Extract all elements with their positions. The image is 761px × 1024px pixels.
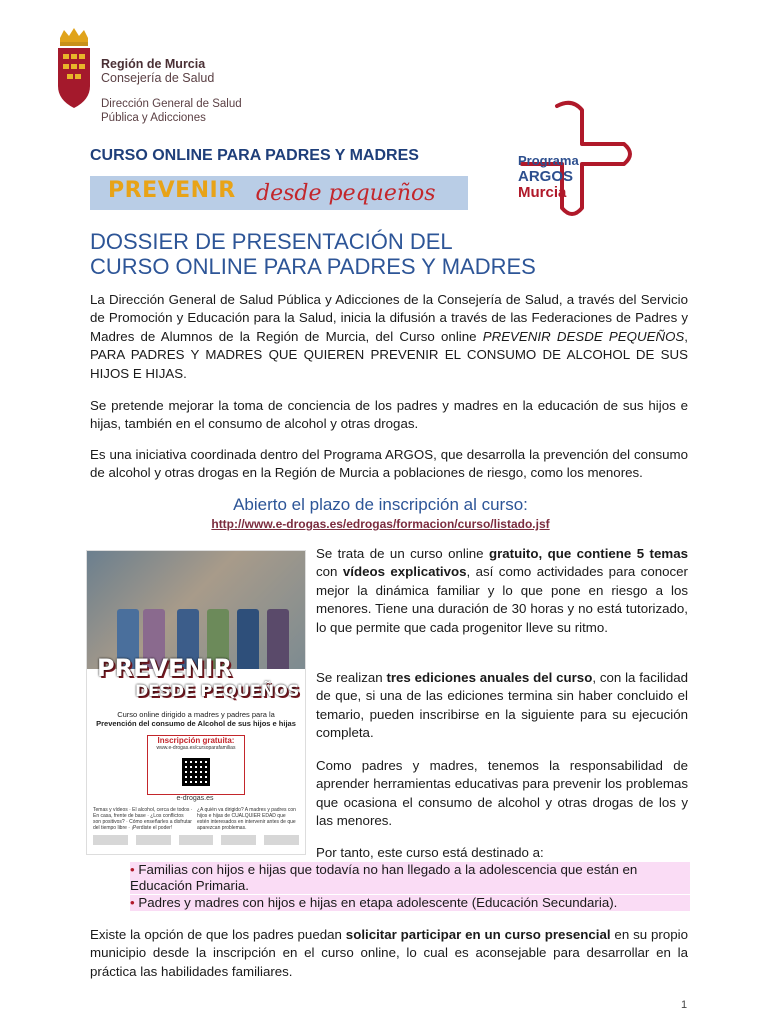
editions-text-1: Se realizan — [316, 670, 387, 685]
course-description-paragraph — [316, 545, 688, 637]
poster-registration-box — [147, 735, 245, 795]
argos-line3: Murcia — [518, 184, 567, 201]
poster-topics: Temas y vídeos · El alcohol, cerca de todos · En casa, frente de base · ¿Los conflictos son positivos? · Cómo enseñarles a disfrutar del tiempo libre · ¡Perdiste el poder! — [93, 807, 193, 831]
directorate-line1: Dirección General de Salud — [101, 98, 242, 110]
directorate-name — [101, 97, 242, 125]
desc-bold-1: gratuito, que contiene 5 temas — [488, 546, 688, 561]
poster-subtitle-line1: Curso online dirigido a madres y padres para la — [117, 710, 275, 719]
institution-line2: Consejería de Salud — [101, 71, 215, 85]
desc-text-3: , así como actividades para conocer mejor la dinámica familiar y lo que pone en riesgo a los menores. Tiene una duración de 30 horas y no está tutorizado, lo que permite que cada progenitor lleve su ritmo. — [316, 564, 688, 635]
document-title — [90, 229, 536, 279]
qr-code-icon — [182, 758, 210, 786]
audience-bullet-2-text: Padres y madres con hijos e hijas en etapa adolescente (Educación Secundaria). — [138, 895, 618, 910]
course-banner — [90, 176, 468, 210]
editions-text-2: , con la facilidad de que, si una de las ediciones termina sin haber concluido el temario, pueden inscribirse en la siguiente para su ejecución completa. — [316, 670, 689, 741]
option-text-2: en su propio municipio desde la inscripción en el curso online, lo cual es aconsejable para desarrollar en la práctica las habilidades familiares. — [90, 927, 688, 979]
in-person-option-paragraph — [90, 926, 688, 981]
bullet-icon: • — [130, 895, 139, 910]
intro-text-end: , PARA PADRES Y MADRES QUE QUIEREN PREVENIR EL CONSUMO DE ALCOHOL DE SUS HIJOS E HIJAS. — [90, 328, 688, 381]
course-poster-image — [86, 550, 306, 855]
editions-paragraph — [316, 669, 688, 743]
course-heading: CURSO ONLINE PARA PADRES Y MADRES — [90, 147, 419, 164]
institution-line1: Región de Murcia — [101, 57, 206, 71]
argos-paragraph: Es una iniciativa coordinada dentro del Programa ARGOS, que desarrolla la prevención del consumo de alcohol y otras drogas en la Región de Murcia a poblaciones de riesgo, como los menores. — [90, 447, 688, 481]
directorate-line2: Pública y Adicciones — [101, 112, 206, 124]
intro-course-name: PREVENIR DESDE PEQUEÑOS — [482, 328, 685, 344]
audience-bullet-primary — [130, 862, 690, 894]
desc-bold-2: vídeos explicativos — [342, 564, 467, 580]
poster-subtitle — [93, 710, 299, 728]
responsibility-paragraph: Como padres y madres, tenemos la responsabilidad de aprender herramientas educativas para prevenir los problemas que ocasiona el consumo de alcohol y otras drogas de los y las menores. — [316, 758, 688, 829]
poster-subtitle-line2: Prevención del consumo de Alcohol de sus hijos e hijas — [96, 719, 296, 728]
banner-prevenir: PREVENIR — [108, 178, 236, 203]
registration-open-heading: Abierto el plazo de inscripción al curso: — [233, 495, 528, 514]
argos-line1: Programa — [518, 153, 579, 168]
bullet-icon: • — [130, 862, 139, 877]
page-number: 1 — [681, 999, 688, 1011]
intro-paragraph — [90, 291, 688, 383]
title-line2: CURSO ONLINE PARA PADRES Y MADRES — [90, 254, 536, 279]
argos-logo-text — [518, 153, 579, 201]
title-line1: DOSSIER DE PRESENTACIÓN DEL — [90, 229, 453, 254]
intro-text: La Dirección General de Salud Pública y Adicciones de la Consejería de Salud, a través del Servicio de Promoción y Educación para la Salud, inicia la difusión a través de las Federaciones de Padres y Madres de Alumnos de la Región de Murcia, del Curso online — [90, 292, 688, 344]
poster-registration-label: Inscripción gratuita: — [157, 736, 235, 745]
audience-intro: Por tanto, este curso está destinado a: — [316, 845, 544, 860]
poster-photo — [87, 551, 305, 669]
audience-bullet-secondary — [130, 895, 690, 911]
poster-registration-url: www.e-drogas.es/cursoparafamilias — [156, 745, 236, 751]
argos-line2: ARGOS — [518, 168, 574, 185]
desc-text-1: Se trata de un curso online — [316, 546, 489, 561]
option-bold: solicitar participar en un curso presencial — [345, 927, 611, 942]
banner-desde-pequenos: desde pequeños — [256, 181, 436, 206]
editions-bold: tres ediciones anuales del curso — [386, 670, 593, 685]
institution-name — [101, 57, 214, 85]
desc-text-2: con — [316, 564, 343, 580]
option-text-1: Existe la opción de que los padres puedan — [90, 927, 346, 942]
aim-paragraph: Se pretende mejorar la toma de conciencia de los padres y madres en la educación de sus hijos e hijas, también en el consumo de alcohol y otras drogas. — [90, 398, 688, 432]
registration-link[interactable]: http://www.e-drogas.es/edrogas/formacion/curso/listado.jsf — [211, 517, 550, 531]
poster-audience: ¿A quién va dirigido? A madres y padres con hijos e hijas de CUALQUIER EDAD que estén interesados en intervenir antes de que aparezcan problemas. — [197, 807, 296, 831]
murcia-crest-logo — [54, 28, 94, 112]
poster-sponsor-logos — [93, 835, 299, 847]
poster-title-prevenir: PREVENIR — [97, 654, 232, 682]
audience-bullet-1-text: Familias con hijos e hijas que todavía no han llegado a la adolescencia que están en Educación Primaria. — [130, 862, 638, 893]
poster-title-desde: DESDE PEQUEÑOS — [135, 681, 300, 700]
poster-domain: e-drogas.es — [176, 795, 214, 802]
